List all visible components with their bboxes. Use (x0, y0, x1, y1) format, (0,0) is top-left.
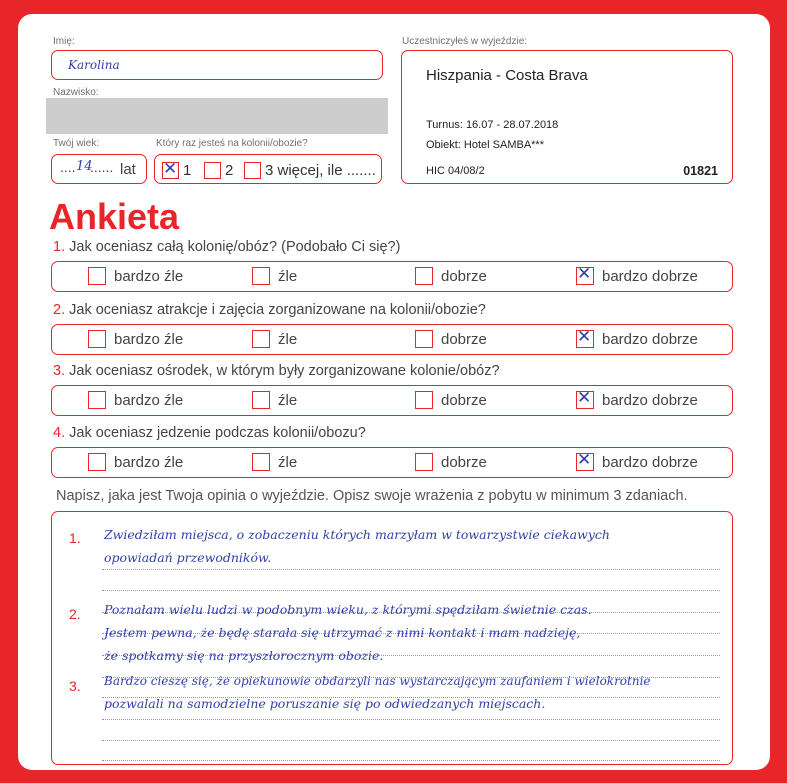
answer-checkbox[interactable] (88, 267, 106, 285)
name-field[interactable] (51, 50, 383, 80)
trip-number: 01821 (683, 164, 718, 178)
times-checkbox-2[interactable] (204, 162, 221, 179)
opinion-1-line-2: opowiadań przewodników. (104, 550, 272, 565)
answer-checkbox[interactable] (415, 453, 433, 471)
question-2 (53, 302, 486, 318)
opinion-number-3: 3. (69, 678, 81, 694)
answer-label: dobrze (441, 453, 487, 471)
opinion-number-2: 2. (69, 606, 81, 622)
answer-checkbox[interactable] (576, 450, 594, 471)
answer-label: bardzo dobrze (602, 453, 698, 471)
trip-title: Hiszpania - Costa Brava (426, 67, 588, 84)
answer-label: bardzo dobrze (602, 267, 698, 285)
answer-option[interactable] (88, 391, 183, 409)
answer-label: bardzo źle (114, 330, 184, 348)
answer-row-4 (51, 447, 733, 478)
answer-option[interactable] (252, 267, 297, 285)
answer-label: bardzo źle (114, 391, 184, 409)
question-number: 4. (53, 425, 66, 441)
opinion-2-line-1: Poznałam wielu ludzi w podobnym wieku, z którymi spędziłam świetnie czas. (104, 602, 592, 617)
question-4 (53, 425, 366, 441)
answer-option[interactable] (576, 388, 698, 409)
answer-label: dobrze (441, 330, 487, 348)
question-1 (53, 239, 400, 255)
times-option-3[interactable]: 3 więcej, ile ....... (244, 162, 376, 179)
answer-checkbox[interactable] (415, 267, 433, 285)
check-mark-icon: ✕ (577, 450, 592, 470)
answer-checkbox[interactable] (252, 330, 270, 348)
question-text: Jak oceniasz całą kolonię/obóz? (Podobało Ci się?) (69, 239, 401, 255)
answer-checkbox[interactable] (576, 388, 594, 409)
question-number: 2. (53, 302, 66, 318)
answer-option[interactable] (576, 327, 698, 348)
name-label: Imię: (53, 36, 75, 47)
check-mark-icon: ✕ (577, 388, 592, 408)
answer-option[interactable] (415, 391, 487, 409)
answer-checkbox[interactable] (576, 327, 594, 348)
answer-option[interactable] (88, 453, 183, 471)
survey-title: Ankieta (49, 196, 180, 237)
trip-turnus: Turnus: 16.07 - 28.07.2018 (426, 119, 559, 131)
surname-label: Nazwisko: (53, 87, 99, 98)
answer-row-1 (51, 261, 733, 292)
answer-option[interactable] (576, 264, 698, 285)
answer-checkbox[interactable] (88, 391, 106, 409)
answer-checkbox[interactable] (252, 391, 270, 409)
age-field[interactable] (51, 154, 147, 184)
answer-option[interactable] (415, 330, 487, 348)
answer-checkbox[interactable] (88, 453, 106, 471)
check-mark-icon: ✕ (577, 264, 592, 284)
age-dots-after: ...... (90, 159, 114, 175)
opinion-2-line-3: że spotkamy się na przyszłorocznym obozie. (104, 648, 384, 663)
opinion-3-line-2: pozwalali na samodzielne poruszanie się po odwiedzanych miejscach. (104, 696, 546, 711)
opinion-3-line-1: Bardzo cieszę się, że opiekunowie obdarzyli nas wystarczającym zaufaniem i wielokrotnie (104, 674, 651, 688)
question-text: Jak oceniasz atrakcje i zajęcia zorganizowane na kolonii/obozie? (69, 302, 486, 318)
times-option-1[interactable]: ✕ 1 (163, 159, 192, 179)
opinion-box[interactable] (51, 511, 733, 765)
answer-option[interactable] (252, 453, 297, 471)
opinion-1-line-1: Zwiedziłam miejsca, o zobaczeniu których marzyłam w towarzystwie ciekawych (104, 527, 610, 542)
age-label: Twój wiek: (53, 138, 100, 149)
answer-checkbox[interactable] (415, 330, 433, 348)
name-value: Karolina (68, 58, 120, 72)
age-unit: lat (120, 161, 136, 178)
writing-line (102, 740, 720, 741)
trip-label: Uczestniczyłeś w wyjeździe: (402, 36, 528, 47)
check-mark-icon: ✕ (163, 159, 178, 179)
writing-line (102, 590, 720, 591)
answer-option[interactable] (252, 330, 297, 348)
answer-label: bardzo źle (114, 453, 184, 471)
answer-checkbox[interactable] (576, 264, 594, 285)
survey-sheet (18, 14, 770, 770)
answer-label: źle (278, 391, 298, 409)
opinion-prompt: Napisz, jaka jest Twoja opinia o wyjeździe. Opisz swoje wrażenia z pobytu w minimum 3 zdaniach. (56, 488, 688, 504)
answer-checkbox[interactable] (252, 267, 270, 285)
answer-label: źle (278, 453, 298, 471)
times-label: Który raz jesteś na kolonii/obozie? (156, 138, 308, 149)
answer-label: źle (278, 330, 298, 348)
answer-row-2 (51, 324, 733, 355)
answer-checkbox[interactable] (415, 391, 433, 409)
opinion-2-line-2: Jestem pewna, że będę starała się utrzymać z nimi kontakt i mam nadzieję, (104, 625, 581, 640)
answer-option[interactable] (88, 267, 183, 285)
writing-line (102, 719, 720, 720)
answer-label: bardzo dobrze (602, 330, 698, 348)
question-text: Jak oceniasz ośrodek, w którym były zorganizowane kolonie/obóz? (69, 363, 500, 379)
trip-code: HIC 04/08/2 (426, 165, 485, 177)
answer-row-3 (51, 385, 733, 416)
answer-checkbox[interactable] (252, 453, 270, 471)
question-number: 1. (53, 239, 66, 255)
surname-redacted (46, 98, 388, 134)
trip-box (401, 50, 733, 184)
answer-label: bardzo dobrze (602, 391, 698, 409)
times-checkbox-3[interactable] (244, 162, 261, 179)
question-3 (53, 363, 500, 379)
question-number: 3. (53, 363, 66, 379)
times-checkbox-1[interactable] (162, 159, 179, 179)
answer-label: dobrze (441, 267, 487, 285)
writing-line (102, 760, 720, 761)
question-text: Jak oceniasz jedzenie podczas kolonii/obozu? (69, 425, 366, 441)
age-value: 14 (76, 159, 93, 174)
answer-label: źle (278, 267, 298, 285)
answer-option[interactable] (415, 267, 487, 285)
trip-object: Obiekt: Hotel SAMBA*** (426, 139, 544, 151)
answer-label: bardzo źle (114, 267, 184, 285)
times-option-2[interactable]: 2 (204, 162, 233, 179)
answer-option[interactable] (415, 453, 487, 471)
opinion-number-1: 1. (69, 530, 81, 546)
answer-option[interactable] (252, 391, 297, 409)
check-mark-icon: ✕ (577, 327, 592, 347)
age-dots-before: .... (60, 159, 76, 175)
answer-option[interactable] (576, 450, 698, 471)
answer-label: dobrze (441, 391, 487, 409)
answer-option[interactable] (88, 330, 183, 348)
answer-checkbox[interactable] (88, 330, 106, 348)
writing-line (102, 569, 720, 570)
